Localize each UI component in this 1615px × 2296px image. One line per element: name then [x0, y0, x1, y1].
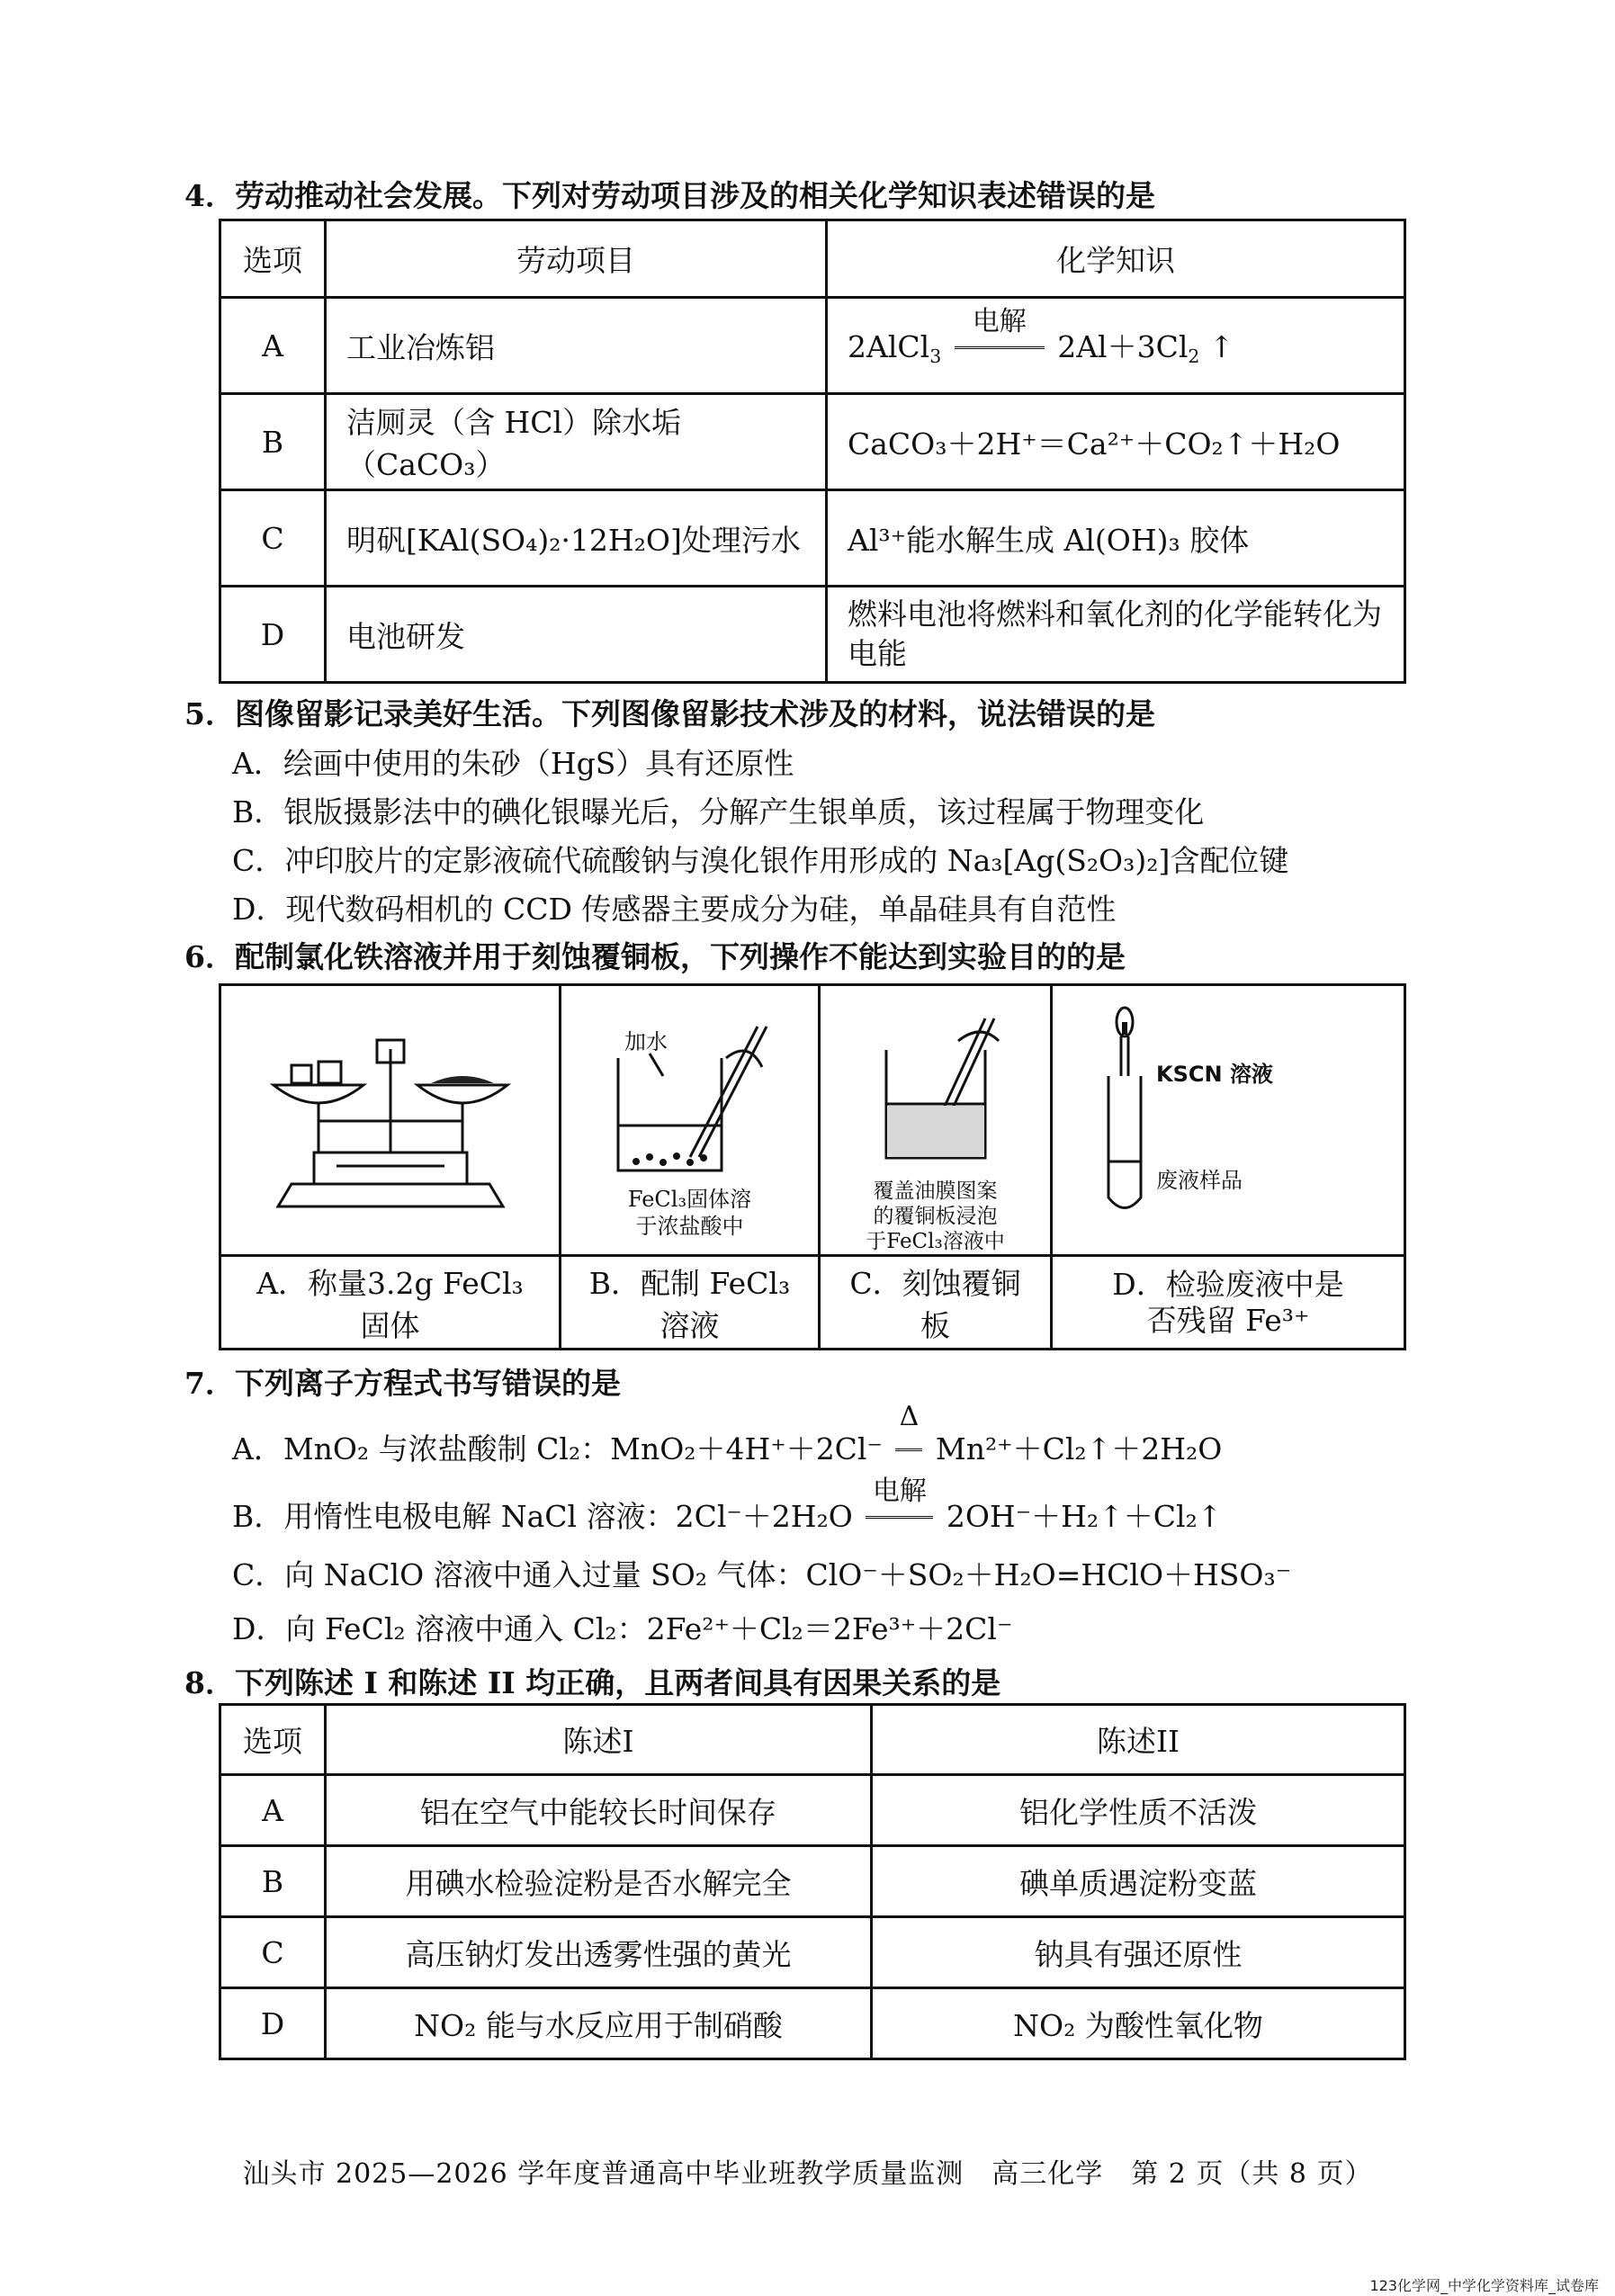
- table-row: [220, 1988, 1405, 2059]
- q4-header-knowledge: 化学知识: [827, 220, 1405, 298]
- table-row: [220, 587, 1405, 683]
- figure-test-tube: [1052, 985, 1405, 1256]
- q6-option-a: A．称量3.2g FeCl₃ 固体: [220, 1256, 561, 1350]
- table-row: [220, 490, 1405, 587]
- q4-table: [219, 219, 1406, 684]
- q6-option-c: C．刻蚀覆铜板: [820, 1256, 1052, 1350]
- condition-label: 电解: [972, 305, 1027, 337]
- q8-table: [219, 1703, 1406, 2060]
- q4-project: 洁厕灵（含 HCl）除水垢（CaCO₃）: [326, 394, 827, 490]
- q6-figure-table: [219, 983, 1406, 1350]
- balance-scale-image: [229, 986, 552, 1247]
- q7-option-a: A．MnO₂ 与浓盐酸制 Cl₂：MnO₂＋4H⁺＋2Cl⁻ Δ Mn²⁺＋Cl₂↑＋2H₂O: [232, 1401, 1223, 1466]
- q8-statement1: NO₂ 能与水反应用于制硝酸: [326, 1988, 872, 2059]
- q5-option-a: A．绘画中使用的朱砂（HgS）具有还原性: [232, 746, 794, 781]
- q8-statement1: 铝在空气中能较长时间保存: [326, 1775, 872, 1846]
- q8-statement1: 高压钠灯发出透雾性强的黄光: [326, 1917, 872, 1988]
- page-footer: 汕头市 2025—2026 学年度普通高中毕业班教学质量监测 高三化学 第 2 页（共 8 页）: [242, 2158, 1373, 2190]
- q8-opt: C: [220, 1917, 326, 1988]
- q4-project: 工业冶炼铝: [326, 298, 827, 394]
- q4-knowledge: 燃料电池将燃料和氧化剂的化学能转化为电能: [827, 587, 1405, 683]
- q8-header-option: 选项: [220, 1705, 326, 1775]
- condition-label: 电解: [872, 1475, 927, 1507]
- kscn-label: KSCN 溶液: [1156, 1062, 1273, 1087]
- table-row: [220, 394, 1405, 490]
- q5-option-d: D．现代数码相机的 CCD 传感器主要成分为硅，单晶硅具有自范性: [232, 892, 1117, 927]
- q4-project: 电池研发: [326, 587, 827, 683]
- q8-opt: B: [220, 1846, 326, 1917]
- watermark-text: 123化学网_中学化学资料库_试卷库: [1369, 2277, 1599, 2294]
- beaker-caption-line1: FeCl₃固体溶: [627, 1187, 752, 1212]
- q4-knowledge: 2AlCl$_3$ 电解 $2Al+3Cl_2$ ↑: [827, 298, 1405, 394]
- etching-caption-line2: 的覆铜板浸泡: [873, 1205, 998, 1228]
- q7-option-b: B．用惰性电极电解 NaCl 溶液：2Cl⁻＋2H₂O 电解 2OH⁻＋H₂↑＋Cl₂↑: [232, 1493, 1222, 1536]
- q4-opt: A: [220, 298, 326, 394]
- q4-opt: C: [220, 490, 326, 587]
- etching-caption-line3: 于FeCl₃溶液中: [866, 1230, 1005, 1253]
- q4-knowledge: Al³⁺能水解生成 Al(OH)₃ 胶体: [827, 490, 1405, 587]
- q4-header-option: 选项: [220, 220, 326, 298]
- q8-statement2: 碘单质遇淀粉变蓝: [872, 1846, 1405, 1917]
- q8-stem: 8．下列陈述 I 和陈述 II 均正确，且两者间具有因果关系的是: [184, 1665, 1001, 1700]
- q4-project: 明矾[KAl(SO₄)₂·12H₂O]处理污水: [326, 490, 827, 587]
- q5-option-b: B．银版摄影法中的碘化银曝光后，分解产生银单质，该过程属于物理变化: [232, 794, 1205, 830]
- table-row: [220, 1775, 1405, 1846]
- q8-statement1: 用碘水检验淀粉是否水解完全: [326, 1846, 872, 1917]
- q6-option-b: B．配制 FeCl₃ 溶液: [561, 1256, 820, 1350]
- q7-stem: 7．下列离子方程式书写错误的是: [184, 1366, 621, 1401]
- q8-header-statement1: 陈述I: [326, 1705, 872, 1775]
- q5-stem: 5．图像留影记录美好生活。下列图像留影技术涉及的材料，说法错误的是: [184, 696, 1155, 731]
- etching-beaker-image: [823, 1000, 1048, 1171]
- q6-option-d: D．检验废液中是 否残留 Fe³⁺: [1052, 1256, 1405, 1350]
- q4-opt: B: [220, 394, 326, 490]
- table-row: [220, 1846, 1405, 1917]
- table-row: [220, 298, 1405, 394]
- etching-caption-line1: 覆盖油膜图案: [873, 1179, 998, 1203]
- figure-beaker-dissolve: [561, 985, 820, 1256]
- figure-balance: [220, 985, 561, 1256]
- q4-knowledge: CaCO₃＋2H⁺＝Ca²⁺＋CO₂↑＋H₂O: [827, 394, 1405, 490]
- beaker-stirring-image: [564, 1004, 816, 1184]
- table-row: [220, 1917, 1405, 1988]
- q8-opt: A: [220, 1775, 326, 1846]
- q8-statement2: 铝化学性质不活泼: [872, 1775, 1405, 1846]
- waste-sample-label: 废液样品: [1156, 1168, 1243, 1193]
- q8-opt: D: [220, 1988, 326, 2059]
- q5-option-c: C．冲印胶片的定影液硫代硫酸钠与溴化银作用形成的 Na₃[Ag(S₂O₃)₂]含配位键: [232, 843, 1289, 878]
- beaker-caption-line2: 于浓盐酸中: [635, 1214, 744, 1239]
- q4-stem: 4．劳动推动社会发展。下列对劳动项目涉及的相关化学知识表述错误的是: [184, 178, 1155, 213]
- q4-opt: D: [220, 587, 326, 683]
- q7-option-c: C．向 NaClO 溶液中通入过量 SO₂ 气体：ClO⁻＋SO₂＋H₂O=HClO＋HSO₃⁻: [232, 1557, 1292, 1592]
- q8-statement2: 钠具有强还原性: [872, 1917, 1405, 1988]
- figure-etching: [820, 985, 1052, 1256]
- condition-label: Δ: [899, 1401, 920, 1432]
- q4-header-project: 劳动项目: [326, 220, 827, 298]
- add-water-label: 加水: [624, 1029, 668, 1054]
- q8-header-statement2: 陈述II: [872, 1705, 1405, 1775]
- q6-stem: 6．配制氯化铁溶液并用于刻蚀覆铜板，下列操作不能达到实验目的的是: [184, 939, 1126, 974]
- q7-option-d: D．向 FeCl₂ 溶液中通入 Cl₂：2Fe²⁺＋Cl₂＝2Fe³⁺＋2Cl⁻: [232, 1611, 1013, 1646]
- q8-statement2: NO₂ 为酸性氧化物: [872, 1988, 1405, 2059]
